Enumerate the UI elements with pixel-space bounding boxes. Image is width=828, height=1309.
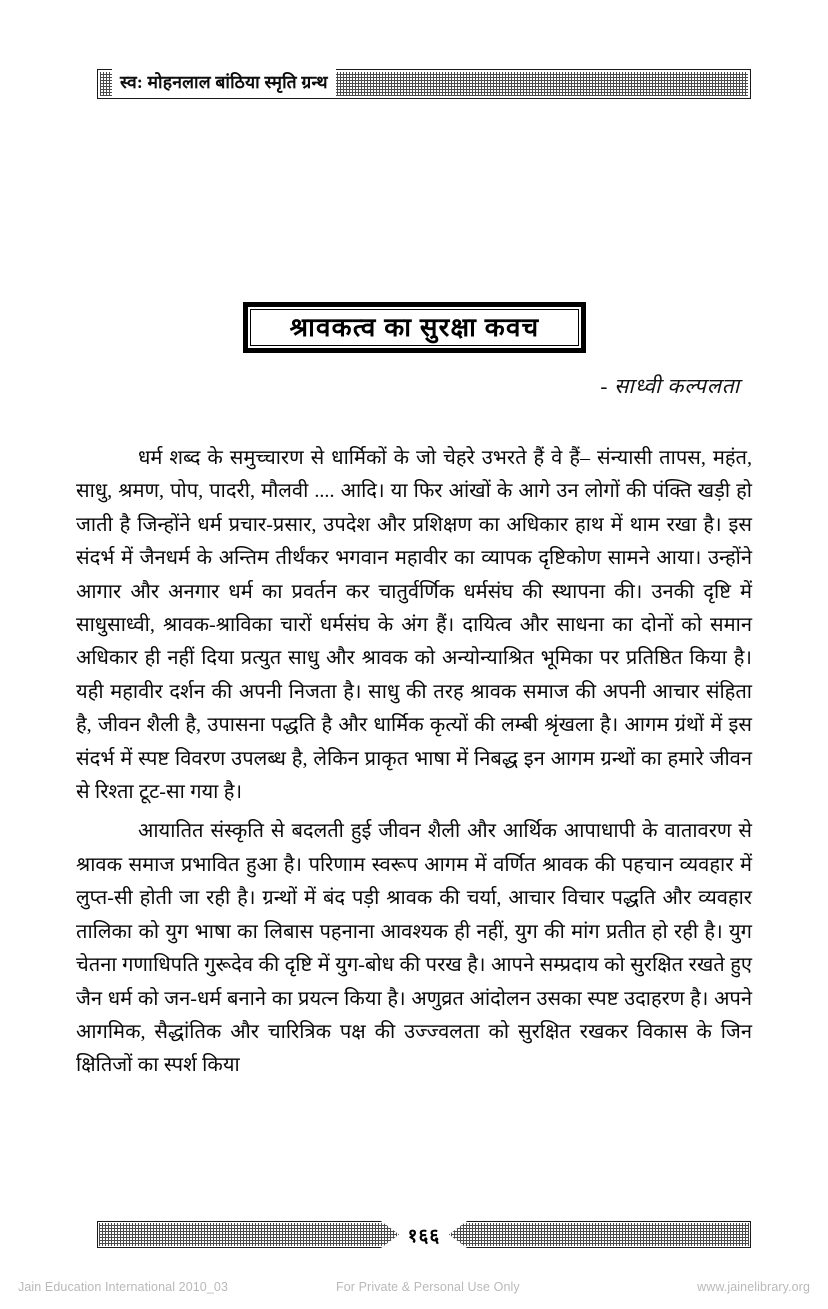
- article-title-box-inner: [250, 309, 579, 346]
- paragraph: धर्म शब्द के समुच्चारण से धार्मिकों के जो चेहरे उभरते हैं वे हैं– संन्यासी तापस, महंत, साधु, श्रमण, पोप, पादरी, मौलवी .... आदि। या फिर आंखों के आगे उन लोगों की पंक्ति खड़ी हो जाती है जिन्होंने धर्म प्रचार-प्रसार, उपदेश और प्रशिक्षण का अधिकार हाथ में थाम रखा है। इस संदर्भ में जैनधर्म के अन्तिम तीर्थंकर भगवान महावीर का व्यापक दृष्टिकोण सामने आया। उन्होंने आगार और अनगार धर्म का प्रवर्तन कर चातुर्वर्णिक धर्मसंघ की स्थापना की। उनकी दृष्टि में साधुसाध्वी, श्रावक-श्राविका चारों धर्मसंघ के अंग हैं। दायित्व और साधना का दोनों को समान अधिकार ही नहीं दिया प्रत्युत साधु और श्रावक को अन्योन्याश्रित भूमिका पर प्रतिष्ठित किया है। यही महावीर दर्शन की अपनी निजता है। साधु की तरह श्रावक समाज की अपनी आचार संहिता है, जीवन शैली है, उपासना पद्धति है और धार्मिक कृत्यों की लम्बी श्रृंखला है। आगम ग्रंथों में इस संदर्भ में स्पष्ट विवरण उपलब्ध है, लेकिन प्राकृत भाषा में निबद्ध इन आगम ग्रन्थों का हमारे जीवन से रिश्ता टूट-सा गया है।: [76, 447, 752, 804]
- article-title-box: [243, 302, 586, 353]
- author-byline: - साध्वी कल्पलता: [600, 374, 740, 398]
- credit-website: www.jainelibrary.org: [697, 1280, 810, 1294]
- footer-banner: [97, 1221, 751, 1248]
- book-title-header: स्व: मोहनलाल बांठिया स्मृति ग्रन्थ: [112, 66, 336, 98]
- article-body: [76, 442, 752, 1083]
- article-title: श्रावकत्व का सुरक्षा कवच: [289, 312, 540, 342]
- credit-organization: Jain Education International 2010_03: [18, 1280, 229, 1294]
- credit-usage-notice: For Private & Personal Use Only: [336, 1280, 520, 1294]
- paragraph: आयातित संस्कृति से बदलती हुई जीवन शैली और आर्थिक आपाधापी के वातावरण से श्रावक समाज प्रभावित हुआ है। परिणाम स्वरूप आगम में वर्णित श्रावक की पहचान व्यवहार में लुप्त-सी होती जा रही है। ग्रन्थों में बंद पड़ी श्रावक की चर्या, आचार विचार पद्धति और व्यवहार तालिका को युग भाषा का लिबास पहनाना आवश्यक ही नहीं, युग की मांग प्रतीत हो रही है। युग चेतना गणाधिपति गुरूदेव की दृष्टि में युग-बोध की परख है। आपने सम्प्रदाय को सुरक्षित रखते हुए जैन धर्म को जन-धर्म बनाने का प्रयत्न किया है। अणुव्रत आंदोलन उसका स्पष्ट उदाहरण है। अपने आगमिक, सैद्धांतिक और चारित्रिक पक्ष की उज्ज्वलता को सुरक्षित रखकर विकास के जिन क्षितिजों का स्पर्श किया: [76, 820, 752, 1077]
- page-number: १६६: [407, 1225, 441, 1247]
- scan-credits: [0, 1276, 828, 1298]
